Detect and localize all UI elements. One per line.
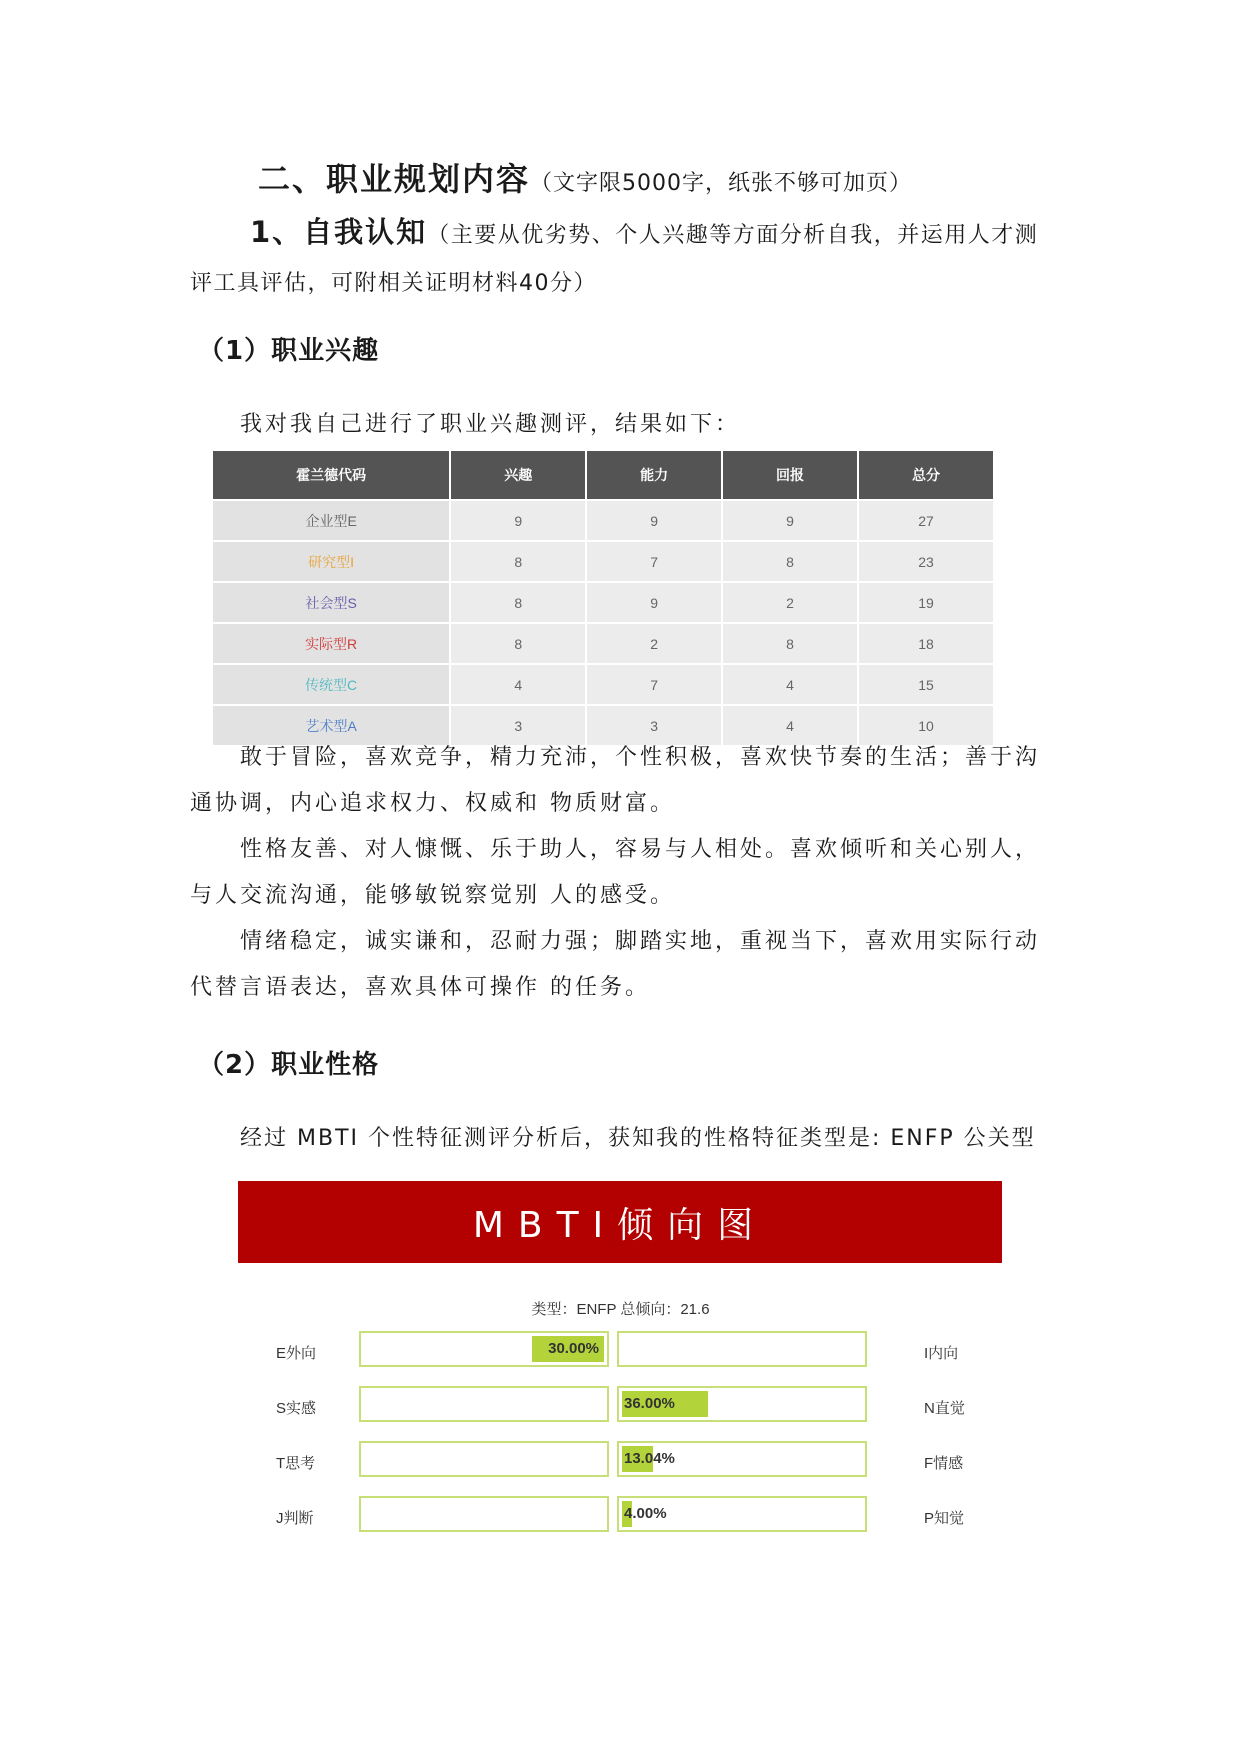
section2-title: （2）职业性格 — [198, 1050, 380, 1080]
mbti-row — [0, 1386, 1241, 1426]
score-cell: 8 — [722, 623, 858, 664]
score-cell: 8 — [450, 582, 586, 623]
mbti-left-bar — [359, 1386, 609, 1422]
score-cell: 19 — [858, 582, 993, 623]
mbti-right-label: F情感 — [924, 1455, 964, 1472]
holland-type-cell: 实际型R — [213, 623, 450, 664]
mbti-right-label: P知觉 — [924, 1510, 965, 1527]
score-cell: 15 — [858, 664, 993, 705]
heading-main: 二、职业规划内容 — [258, 160, 531, 198]
interest-paragraph-1: 敢于冒险，喜欢竞争，精力充沛，个性积极，喜欢快节奏的生活；善于沟通协调，内心追求权力、权威和 物质财富。 — [190, 745, 1041, 816]
mbti-banner: MBTI倾向图 — [238, 1181, 1002, 1263]
holland-type-cell: 研究型I — [213, 541, 450, 582]
score-cell: 7 — [586, 541, 722, 582]
section1-title: （1）职业兴趣 — [198, 336, 380, 366]
mbti-left-label: E外向 — [276, 1345, 317, 1362]
mbti-left-label: J判断 — [276, 1510, 314, 1527]
mbti-right-label: I内向 — [924, 1345, 959, 1362]
score-cell: 9 — [586, 500, 722, 541]
mbti-percent-label: 30.00% — [548, 1340, 599, 1357]
holland-type-cell: 艺术型A — [213, 705, 450, 745]
score-cell: 27 — [858, 500, 993, 541]
table-row — [213, 500, 993, 541]
score-cell: 4 — [450, 664, 586, 705]
score-cell: 4 — [722, 664, 858, 705]
heading-note: （文字限5000字，纸张不够可加页） — [530, 171, 913, 196]
mbti-right-bar — [617, 1441, 867, 1477]
table-row — [213, 664, 993, 705]
score-cell: 2 — [722, 582, 858, 623]
mbti-left-label: T思考 — [276, 1455, 316, 1472]
table-row — [213, 541, 993, 582]
score-cell: 8 — [722, 541, 858, 582]
self-cognition-title: 1、自我认知 — [250, 215, 428, 249]
mbti-percent-label: 4.00% — [624, 1505, 667, 1522]
score-cell: 10 — [858, 705, 993, 745]
mbti-right-bar — [617, 1331, 867, 1367]
holland-table — [213, 451, 993, 745]
mbti-left-label: S实感 — [276, 1400, 317, 1417]
score-cell: 2 — [586, 623, 722, 664]
score-cell: 3 — [450, 705, 586, 745]
holland-type-cell: 企业型E — [213, 500, 450, 541]
holland-type-cell: 传统型C — [213, 664, 450, 705]
table-row — [213, 623, 993, 664]
mbti-row — [0, 1441, 1241, 1481]
mbti-summary: 类型：ENFP 总倾向：21.6 — [531, 1301, 710, 1318]
mbti-left-bar — [359, 1496, 609, 1532]
mbti-percent-label: 13.04% — [624, 1450, 675, 1467]
self-cognition-note: （主要从优劣势、个人兴趣等方面分析自我，并运用人才测评工具评估，可附相关证明材料40分） — [190, 223, 1039, 296]
score-cell: 18 — [858, 623, 993, 664]
mbti-row — [0, 1496, 1241, 1536]
mbti-row — [0, 1331, 1241, 1371]
mbti-right-label: N直觉 — [924, 1400, 965, 1417]
section-heading — [258, 154, 912, 200]
score-cell: 3 — [586, 705, 722, 745]
score-cell: 9 — [722, 500, 858, 541]
table-header: 回报 — [722, 451, 858, 500]
table-row — [213, 582, 993, 623]
mbti-left-bar — [359, 1441, 609, 1477]
score-cell: 4 — [722, 705, 858, 745]
table-header-row — [213, 451, 993, 500]
score-cell: 9 — [586, 582, 722, 623]
score-cell: 7 — [586, 664, 722, 705]
section2-intro: 经过 MBTI 个性特征测评分析后，获知我的性格特征类型是: ENFP 公关型 — [240, 1126, 1036, 1151]
table-header: 兴趣 — [450, 451, 586, 500]
holland-type-cell: 社会型S — [213, 582, 450, 623]
table-header: 霍兰德代码 — [213, 451, 450, 500]
mbti-right-bar — [617, 1386, 867, 1422]
score-cell: 23 — [858, 541, 993, 582]
mbti-percent-label: 36.00% — [624, 1395, 675, 1412]
score-cell: 9 — [450, 500, 586, 541]
score-cell: 8 — [450, 541, 586, 582]
table-header: 总分 — [858, 451, 993, 500]
mbti-right-bar — [617, 1496, 867, 1532]
score-cell: 8 — [450, 623, 586, 664]
mbti-left-bar — [359, 1331, 609, 1367]
interest-paragraph-2: 性格友善、对人慷慨、乐于助人，容易与人相处。喜欢倾听和关心别人，与人交流沟通，能够敏锐察觉别 人的感受。 — [190, 837, 1041, 908]
table-header: 能力 — [586, 451, 722, 500]
self-cognition-paragraph — [190, 208, 1050, 308]
interest-paragraph-3: 情绪稳定，诚实谦和，忍耐力强；脚踏实地，重视当下，喜欢用实际行动代替言语表达，喜欢具体可操作 的任务。 — [190, 929, 1041, 1000]
section1-intro: 我对我自己进行了职业兴趣测评，结果如下： — [240, 412, 741, 437]
